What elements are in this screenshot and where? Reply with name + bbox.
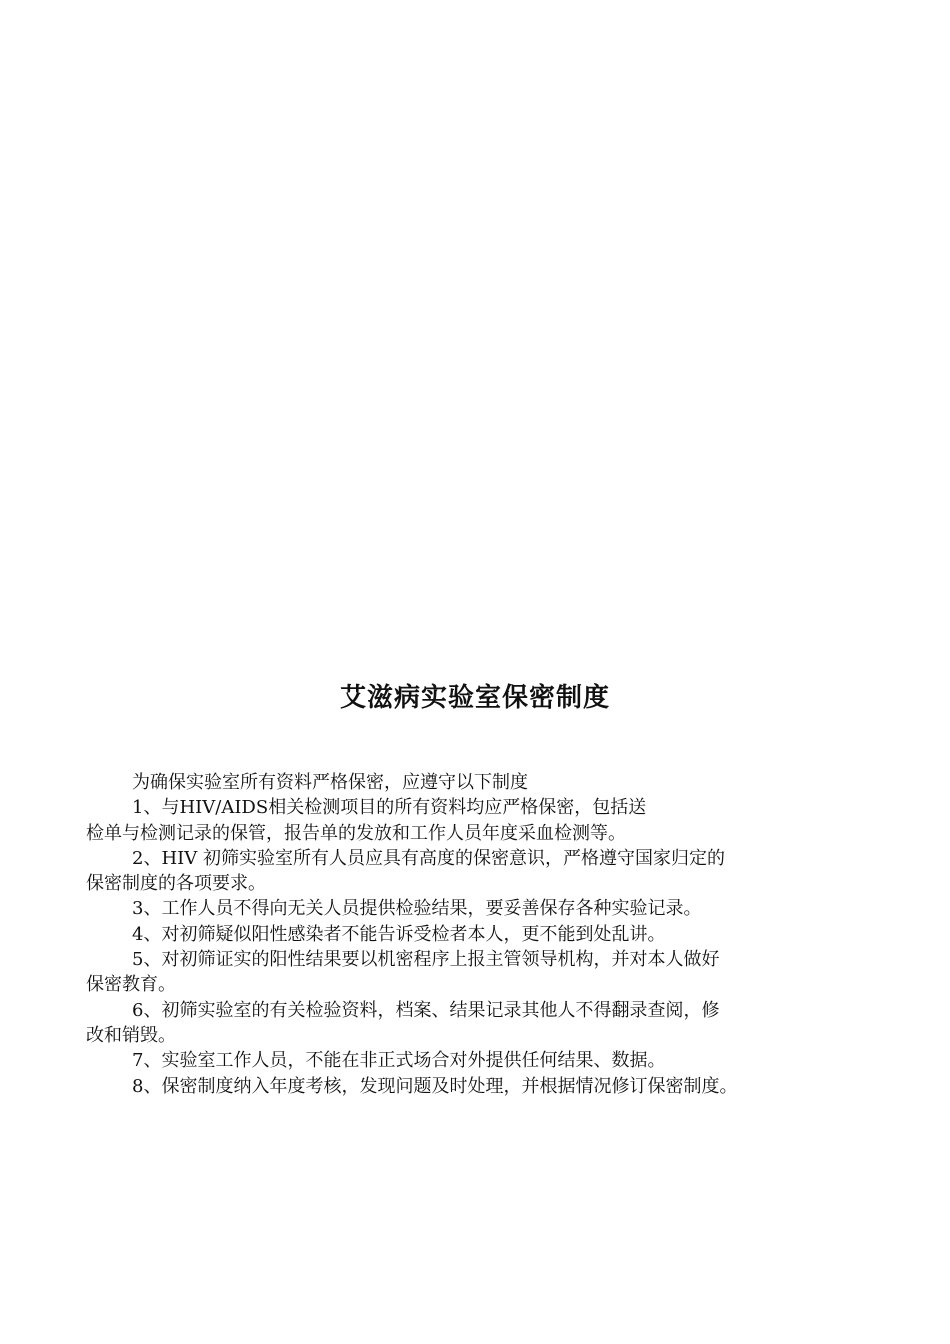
paragraph-intro xyxy=(86,770,886,795)
paragraph-line: 1、与HIV/AIDS相关检测项目的所有资料均应严格保密，包括送 xyxy=(132,797,647,819)
paragraph-rule-4 xyxy=(86,922,886,947)
paragraph-line: 保密制度的各项要求。 xyxy=(86,873,266,895)
paragraph-line: 保密教育。 xyxy=(86,974,176,996)
document-body xyxy=(86,770,886,1099)
paragraph-line: 为确保实验室所有资料严格保密，应遵守以下制度 xyxy=(132,772,528,793)
document-title: 艾滋病实验室保密制度 xyxy=(339,683,610,713)
paragraph-rule-5 xyxy=(86,947,886,998)
paragraph-rule-1 xyxy=(86,795,886,846)
paragraph-rule-8 xyxy=(86,1074,886,1099)
paragraph-line: 5、对初筛证实的阳性结果要以机密程序上报主管领导机构，并对本人做好 xyxy=(132,949,720,971)
paragraph-line: 检单与检测记录的保管，报告单的发放和工作人员年度采血检测等。 xyxy=(86,822,626,844)
paragraph-line: 7、实验室工作人员，不能在非正式场合对外提供任何结果、数据。 xyxy=(132,1050,666,1072)
paragraph-line: 2、HIV 初筛实验室所有人员应具有高度的保密意识，严格遵守国家归定的 xyxy=(132,847,725,869)
paragraph-rule-6 xyxy=(86,998,886,1049)
paragraph-line: 6、初筛实验室的有关检验资料，档案、结果记录其他人不得翻录查阅，修 xyxy=(132,999,720,1021)
paragraph-rule-2 xyxy=(86,846,886,897)
paragraph-line: 改和销毁。 xyxy=(86,1024,176,1046)
paragraph-rule-3 xyxy=(86,896,886,921)
paragraph-line: 3、工作人员不得向无关人员提供检验结果，要妥善保存各种实验记录。 xyxy=(132,898,702,920)
paragraph-line: 4、对初筛疑似阳性感染者不能告诉受检者本人，更不能到处乱讲。 xyxy=(132,923,666,945)
paragraph-rule-7 xyxy=(86,1048,886,1073)
paragraph-line: 8、保密制度纳入年度考核，发现问题及时处理，并根据情况修订保密制度。 xyxy=(132,1075,738,1097)
